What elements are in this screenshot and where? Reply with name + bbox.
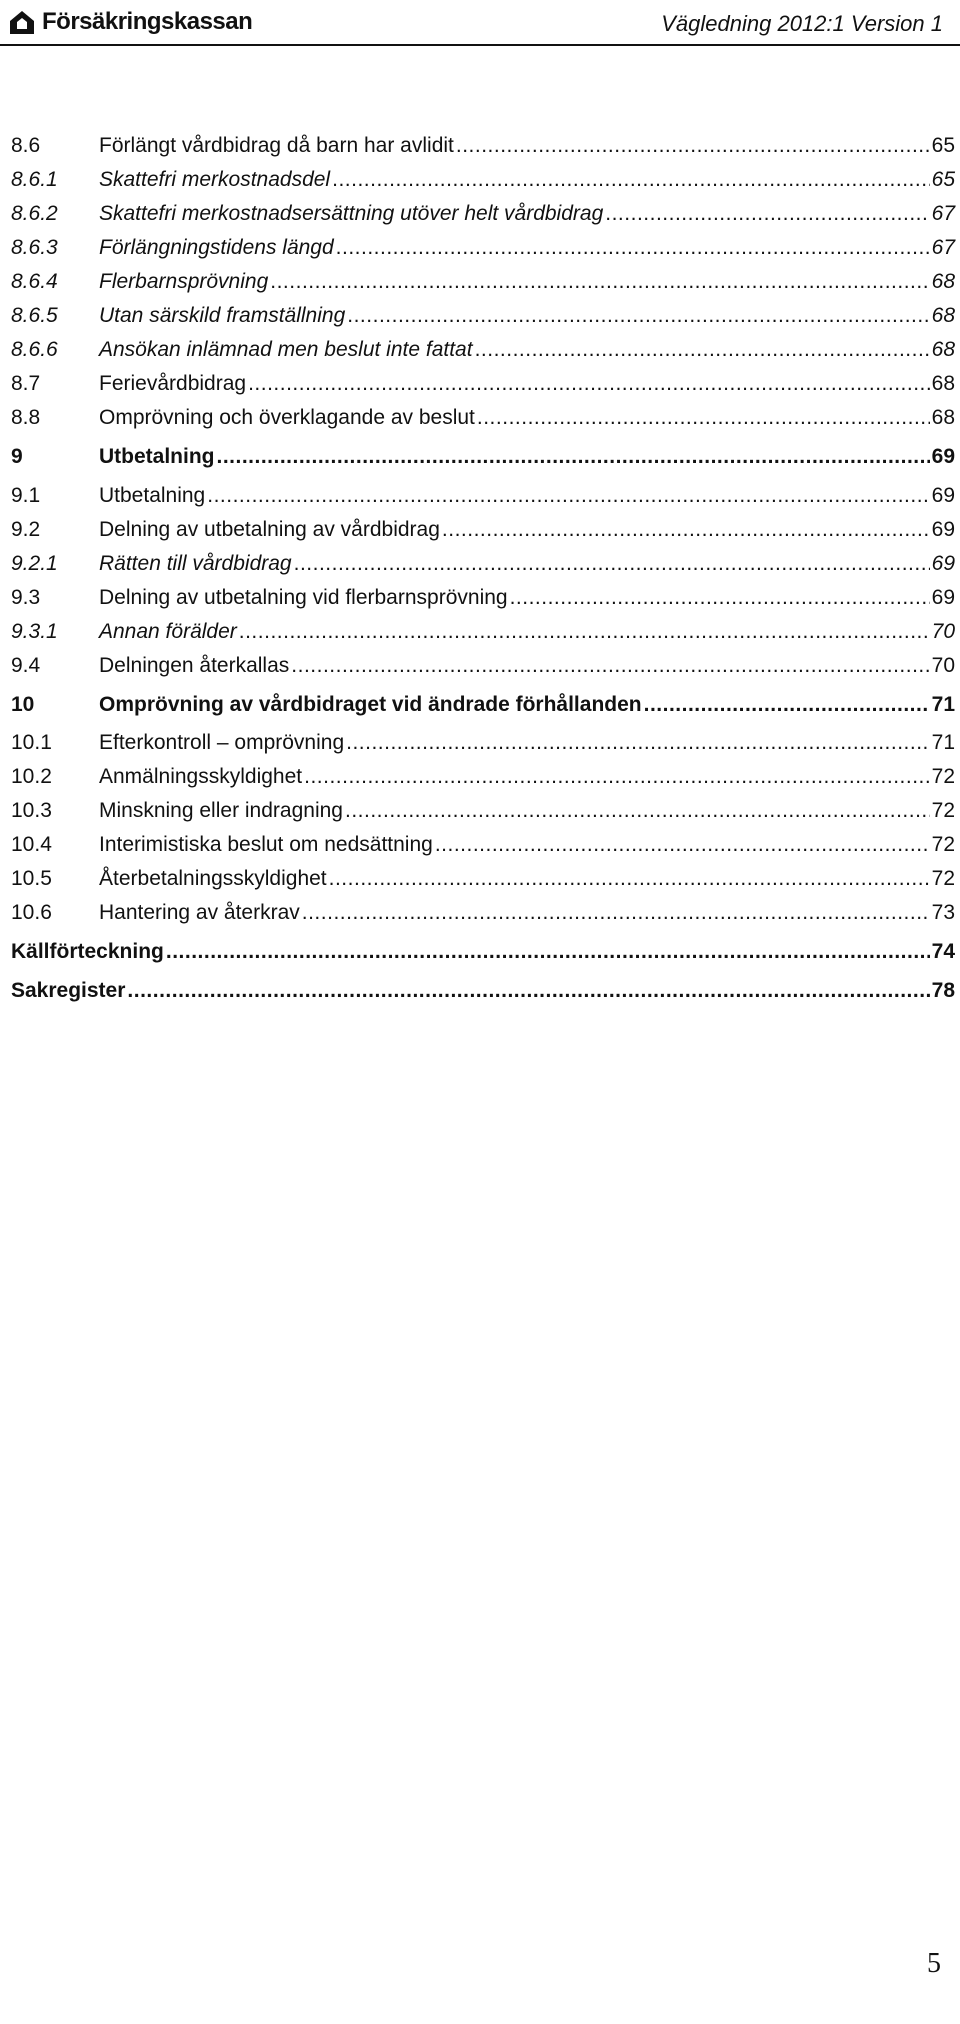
toc-entry[interactable] [11,299,955,333]
toc-entry-page: 69 [931,445,955,468]
toc-entry[interactable] [11,794,955,828]
toc-dot-leader [217,440,930,474]
toc-entry-number: 9.3 [11,586,41,609]
toc-entry[interactable] [11,163,955,197]
toc-entry-page: 72 [931,867,955,890]
toc-entry[interactable] [11,479,955,513]
toc-entry-title: Utbetalning [99,484,206,507]
toc-entry[interactable] [11,935,955,969]
toc-entry-number: 8.8 [11,406,41,429]
toc-entry-title: Hantering av återkrav [99,901,300,924]
toc-entry-title: Anmälningsskyldighet [99,765,303,788]
toc-entry-page: 68 [931,338,955,361]
toc-entry-title: Källförteckning [11,940,164,963]
toc-entry-title: Förlängt vårdbidrag då barn har avlidit [99,134,454,157]
toc-entry[interactable] [11,615,955,649]
header-divider [0,44,960,46]
toc-entry[interactable] [11,974,955,1008]
page-number: 5 [927,1948,941,1979]
toc-entry-number: 8.6.5 [11,304,58,327]
toc-entry-title: Förlängningstidens längd [99,236,334,259]
toc-entry-page: 71 [931,693,955,716]
toc-entry-title: Skattefri merkostnadsdel [99,168,331,191]
toc-dot-leader [304,760,930,794]
house-shield-logo-icon [8,8,36,36]
toc-entry-page: 68 [931,406,955,429]
toc-entry[interactable] [11,440,955,474]
toc-entry-number: 10.5 [11,867,52,890]
toc-entry-title: Rätten till vårdbidrag [99,552,292,575]
toc-entry[interactable] [11,547,955,581]
toc-entry-title: Omprövning och överklagande av beslut [99,406,475,429]
toc-dot-leader [605,197,929,231]
toc-entry-number: 10.4 [11,833,52,856]
toc-entry-number: 9.4 [11,654,41,677]
toc-entry-page: 69 [931,586,955,609]
toc-entry-title: Minskning eller indragning [99,799,343,822]
toc-dot-leader [302,896,930,930]
toc-entry[interactable] [11,688,955,722]
toc-entry-page: 67 [931,202,955,225]
toc-entry-page: 69 [931,552,955,575]
toc-entry-number: 10.1 [11,731,52,754]
toc-entry[interactable] [11,513,955,547]
toc-dot-leader [345,794,930,828]
toc-entry-page: 68 [931,270,955,293]
toc-entry-page: 78 [931,979,955,1002]
toc-dot-leader [248,367,930,401]
toc-entry-title: Utbetalning [99,445,215,468]
toc-entry-title: Efterkontroll – omprövning [99,731,345,754]
toc-entry-number: 8.7 [11,372,41,395]
toc-entry-page: 72 [931,799,955,822]
toc-entry-number: 8.6.4 [11,270,58,293]
toc-entry[interactable] [11,265,955,299]
toc-entry[interactable] [11,862,955,896]
toc-entry-page: 68 [931,304,955,327]
toc-dot-leader [435,828,930,862]
toc-entry-page: 65 [931,168,955,191]
toc-entry[interactable] [11,367,955,401]
toc-dot-leader [475,333,930,367]
toc-entry-number: 8.6.6 [11,338,58,361]
toc-entry-number: 9 [11,445,23,468]
toc-entry[interactable] [11,129,955,163]
toc-entry-number: 9.2 [11,518,41,541]
toc-entry-title: Flerbarnsprövning [99,270,269,293]
toc-entry-title: Återbetalningsskyldighet [99,867,327,890]
toc-entry[interactable] [11,649,955,683]
toc-entry-number: 8.6.2 [11,202,58,225]
toc-entry-page: 74 [931,940,955,963]
toc-dot-leader [127,974,929,1008]
toc-entry[interactable] [11,333,955,367]
toc-entry-number: 8.6 [11,134,41,157]
toc-entry-title: Delningen återkallas [99,654,290,677]
toc-entry-number: 10.6 [11,901,52,924]
toc-entry-title: Ferievårdbidrag [99,372,247,395]
toc-entry-page: 73 [931,901,955,924]
toc-dot-leader [336,231,930,265]
toc-entry-title: Annan förälder [99,620,237,643]
toc-dot-leader [442,513,930,547]
toc-entry-page: 69 [931,484,955,507]
toc-entry[interactable] [11,401,955,435]
toc-dot-leader [332,163,930,197]
toc-entry[interactable] [11,726,955,760]
toc-entry-number: 9.2.1 [11,552,58,575]
toc-entry-title: Sakregister [11,979,126,1002]
toc-dot-leader [166,935,930,969]
toc-entry[interactable] [11,231,955,265]
toc-entry-title: Skattefri merkostnadsersättning utöver helt vårdbidrag [99,202,604,225]
toc-dot-leader [294,547,930,581]
toc-dot-leader [346,726,930,760]
document-version: Vägledning 2012:1 Version 1 [661,11,943,36]
toc-dot-leader [510,581,930,615]
toc-entry-page: 72 [931,765,955,788]
toc-entry[interactable] [11,197,955,231]
toc-entry-number: 10.3 [11,799,52,822]
toc-dot-leader [291,649,929,683]
toc-dot-leader [644,688,930,722]
toc-entry-title: Utan särskild framställning [99,304,346,327]
toc-entry-number: 8.6.1 [11,168,58,191]
toc-entry-number: 9.1 [11,484,41,507]
brand-name: Försäkringskassan [42,8,253,35]
toc-entry-number: 8.6.3 [11,236,58,259]
toc-entry-page: 69 [931,518,955,541]
toc-entry[interactable] [11,760,955,794]
toc-entry-page: 68 [931,372,955,395]
toc-entry-title: Interimistiska beslut om nedsättning [99,833,433,856]
toc-entry-page: 72 [931,833,955,856]
page-header [0,0,960,44]
toc-entry-page: 71 [931,731,955,754]
toc-entry-title: Delning av utbetalning vid flerbarnsprövning [99,586,508,609]
toc-dot-leader [347,299,929,333]
toc-dot-leader [477,401,930,435]
toc-entry-page: 70 [931,654,955,677]
toc-dot-leader [270,265,929,299]
toc-entry-page: 65 [931,134,955,157]
toc-entry-number: 9.3.1 [11,620,58,643]
toc-entry[interactable] [11,828,955,862]
toc-entry-title: Ansökan inlämnad men beslut inte fattat [99,338,473,361]
toc-dot-leader [329,862,930,896]
toc-entry-title: Delning av utbetalning av vårdbidrag [99,518,440,541]
toc-entry-number: 10 [11,693,35,716]
toc-entry-page: 70 [931,620,955,643]
toc-entry-page: 67 [931,236,955,259]
toc-entry[interactable] [11,581,955,615]
toc-entry[interactable] [11,896,955,930]
toc-entry-number: 10.2 [11,765,52,788]
toc-dot-leader [456,129,930,163]
toc-dot-leader [207,479,929,513]
forsakringskassan-logo [8,8,252,36]
toc-dot-leader [239,615,930,649]
toc-entry-title: Omprövning av vårdbidraget vid ändrade förhållanden [99,693,642,716]
